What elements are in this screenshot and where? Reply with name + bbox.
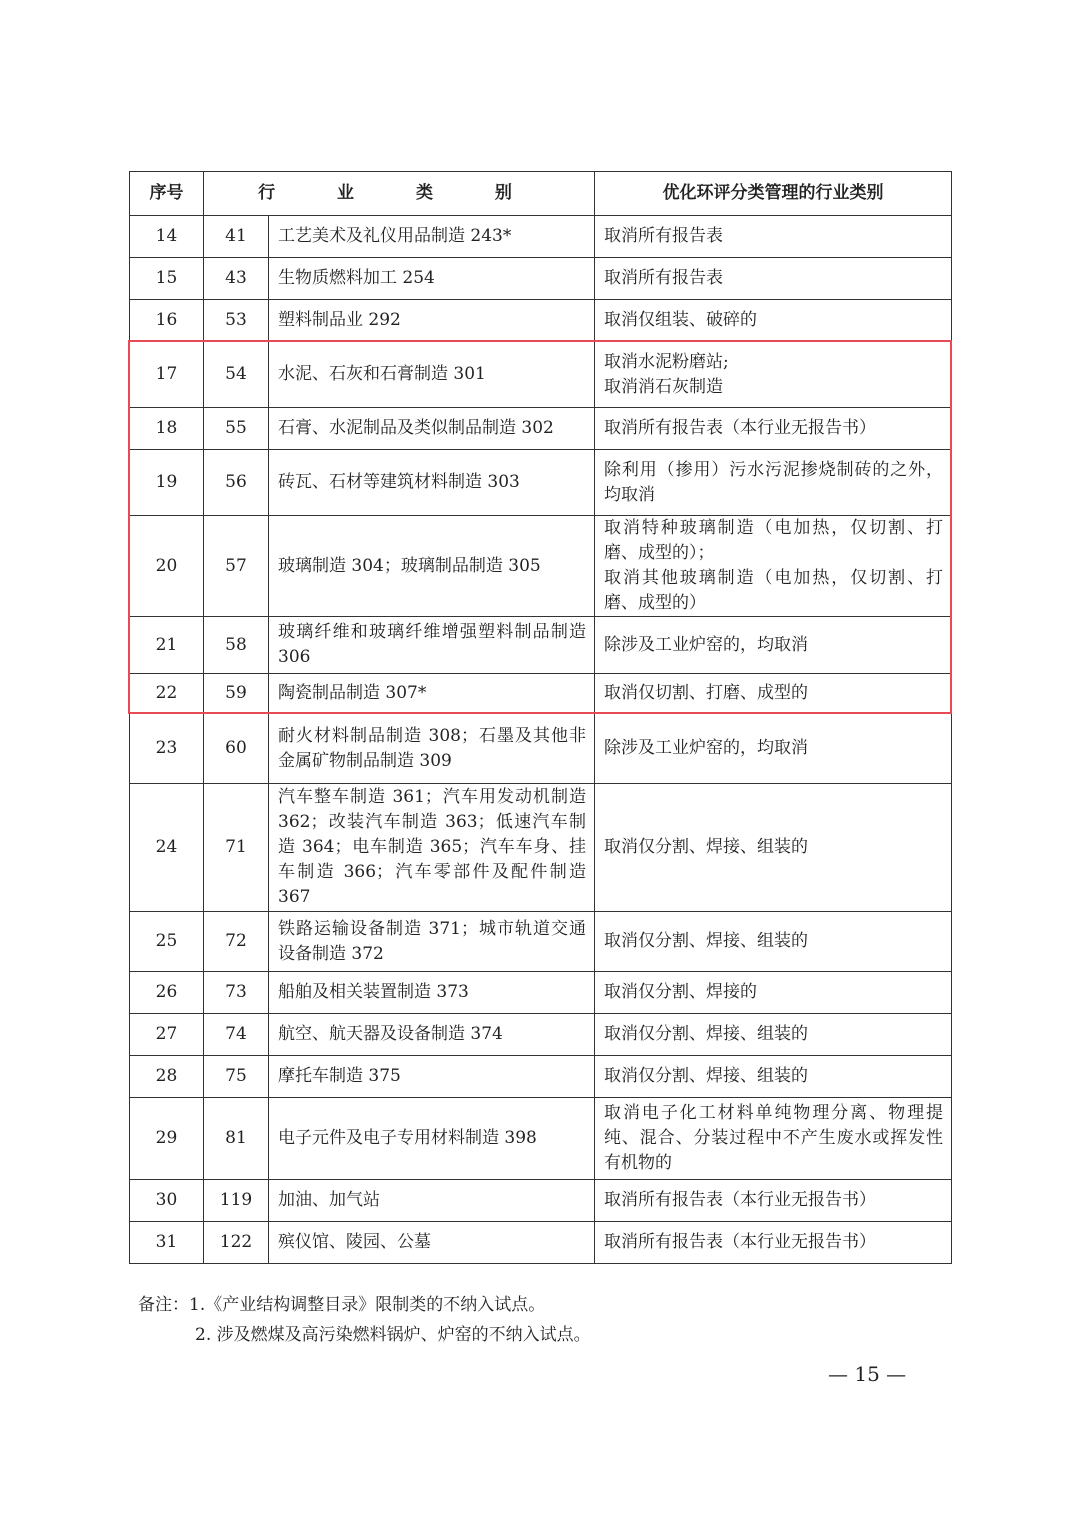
table-row (130, 342, 952, 408)
row-seq: 29 (130, 1098, 204, 1180)
row-code: 122 (204, 1222, 269, 1264)
table-row (130, 674, 952, 714)
row-code: 74 (204, 1014, 269, 1056)
row-seq: 26 (130, 972, 204, 1014)
row-code: 57 (204, 516, 269, 617)
row-industry: 水泥、石灰和石膏制造 301 (269, 342, 595, 408)
row-seq: 15 (130, 258, 204, 300)
row-industry: 耐火材料制品制造 308；石墨及其他非金属矿物制品制造 309 (269, 714, 595, 784)
row-industry: 石膏、水泥制品及类似制品制造 302 (269, 408, 595, 450)
table-row (130, 216, 952, 258)
header-optimized: 优化环评分类管理的行业类别 (595, 172, 952, 216)
table-row (130, 912, 952, 972)
row-code: 53 (204, 300, 269, 342)
row-industry: 塑料制品业 292 (269, 300, 595, 342)
table-header-row (130, 172, 952, 216)
row-industry: 玻璃纤维和玻璃纤维增强塑料制品制造 306 (269, 617, 595, 674)
table-row (130, 408, 952, 450)
row-measure: 取消仅切割、打磨、成型的 (595, 674, 952, 714)
industry-table (129, 171, 952, 1264)
row-seq: 20 (130, 516, 204, 617)
row-industry: 摩托车制造 375 (269, 1056, 595, 1098)
table-row (130, 617, 952, 674)
row-seq: 31 (130, 1222, 204, 1264)
row-code: 56 (204, 450, 269, 516)
row-code: 72 (204, 912, 269, 972)
row-code: 71 (204, 784, 269, 912)
notes-item-1: 1.《产业结构调整目录》限制类的不纳入试点。 (189, 1295, 546, 1315)
row-seq: 18 (130, 408, 204, 450)
table-row (130, 258, 952, 300)
table-row (130, 516, 952, 617)
row-industry: 汽车整车制造 361；汽车用发动机制造 362；改装汽车制造 363；低速汽车制造 364；电车制造 365；汽车车身、挂车制造 366；汽车零部件及配件制造 367 (269, 784, 595, 912)
row-industry: 航空、航天器及设备制造 374 (269, 1014, 595, 1056)
row-code: 58 (204, 617, 269, 674)
header-category (204, 172, 595, 216)
row-measure: 取消电子化工材料单纯物理分离、物理提纯、混合、分装过程中不产生废水或挥发性有机物的 (595, 1098, 952, 1180)
row-seq: 30 (130, 1180, 204, 1222)
header-category-label: 行 业 类 别 (258, 183, 540, 203)
table-row (130, 450, 952, 516)
table-row (130, 1098, 952, 1180)
row-measure: 取消所有报告表（本行业无报告书） (595, 408, 952, 450)
row-measure: 取消仅分割、焊接、组装的 (595, 1056, 952, 1098)
notes-item-2: 2. 涉及燃煤及高污染燃料锅炉、炉窑的不纳入试点。 (195, 1325, 591, 1345)
row-code: 41 (204, 216, 269, 258)
row-code: 60 (204, 714, 269, 784)
row-industry: 陶瓷制品制造 307* (269, 674, 595, 714)
row-industry: 铁路运输设备制造 371；城市轨道交通设备制造 372 (269, 912, 595, 972)
row-seq: 14 (130, 216, 204, 258)
row-seq: 27 (130, 1014, 204, 1056)
table-row (130, 300, 952, 342)
row-measure: 取消仅组装、破碎的 (595, 300, 952, 342)
row-industry: 工艺美术及礼仪用品制造 243* (269, 216, 595, 258)
row-measure: 取消仅分割、焊接的 (595, 972, 952, 1014)
row-code: 55 (204, 408, 269, 450)
row-measure: 取消仅分割、焊接、组装的 (595, 1014, 952, 1056)
page-number: — 15 — (828, 1362, 907, 1386)
row-seq: 24 (130, 784, 204, 912)
row-measure: 取消所有报告表 (595, 258, 952, 300)
row-code: 73 (204, 972, 269, 1014)
row-industry: 玻璃制造 304；玻璃制品制造 305 (269, 516, 595, 617)
row-industry: 加油、加气站 (269, 1180, 595, 1222)
row-seq: 23 (130, 714, 204, 784)
row-seq: 25 (130, 912, 204, 972)
table-row (130, 1222, 952, 1264)
row-seq: 28 (130, 1056, 204, 1098)
row-code: 75 (204, 1056, 269, 1098)
row-code: 43 (204, 258, 269, 300)
row-measure: 除涉及工业炉窑的，均取消 (595, 617, 952, 674)
table-row (130, 1056, 952, 1098)
table-row (130, 714, 952, 784)
row-measure: 取消仅分割、焊接、组装的 (595, 912, 952, 972)
table-row (130, 1180, 952, 1222)
row-seq: 19 (130, 450, 204, 516)
row-measure: 取消所有报告表（本行业无报告书） (595, 1222, 952, 1264)
row-measure: 除利用（掺用）污水污泥掺烧制砖的之外，均取消 (595, 450, 952, 516)
row-industry: 船舶及相关装置制造 373 (269, 972, 595, 1014)
header-seq: 序号 (130, 172, 204, 216)
table-row (130, 1014, 952, 1056)
row-seq: 22 (130, 674, 204, 714)
row-code: 54 (204, 342, 269, 408)
row-code: 59 (204, 674, 269, 714)
row-seq: 17 (130, 342, 204, 408)
row-measure: 取消所有报告表（本行业无报告书） (595, 1180, 952, 1222)
notes-label: 备注： (138, 1295, 189, 1315)
notes-line-1 (138, 1290, 545, 1315)
table-body (130, 216, 952, 1264)
table-row (130, 784, 952, 912)
row-seq: 16 (130, 300, 204, 342)
row-industry: 电子元件及电子专用材料制造 398 (269, 1098, 595, 1180)
row-measure: 取消所有报告表 (595, 216, 952, 258)
row-code: 119 (204, 1180, 269, 1222)
table-row (130, 972, 952, 1014)
row-seq: 21 (130, 617, 204, 674)
row-industry: 砖瓦、石材等建筑材料制造 303 (269, 450, 595, 516)
row-industry: 生物质燃料加工 254 (269, 258, 595, 300)
row-measure: 取消特种玻璃制造（电加热，仅切割、打磨、成型的）； 取消其他玻璃制造（电加热，仅切割、打磨、成型的） (595, 516, 952, 617)
row-measure: 取消水泥粉磨站; 取消消石灰制造 (595, 342, 952, 408)
row-industry: 殡仪馆、陵园、公墓 (269, 1222, 595, 1264)
row-measure: 除涉及工业炉窑的，均取消 (595, 714, 952, 784)
row-measure: 取消仅分割、焊接、组装的 (595, 784, 952, 912)
row-code: 81 (204, 1098, 269, 1180)
